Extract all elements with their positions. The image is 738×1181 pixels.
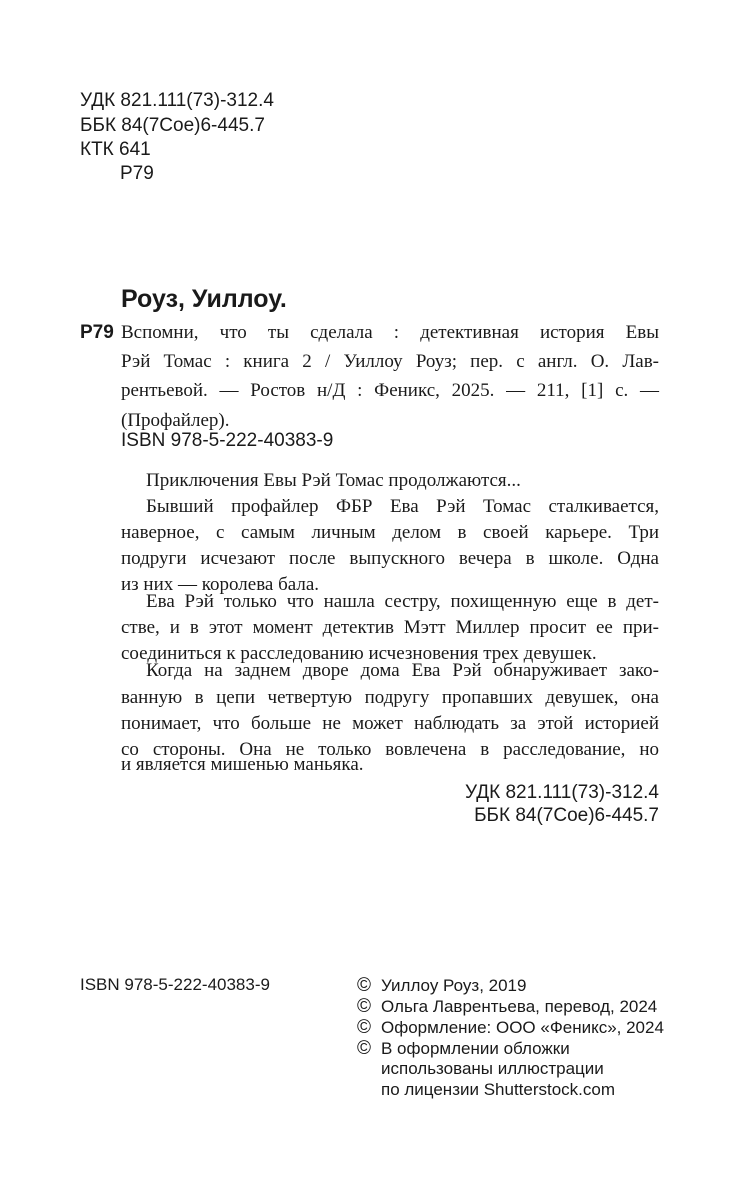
footer-isbn: ISBN 978-5-222-40383-9 xyxy=(80,975,270,994)
entry-isbn: ISBN 978-5-222-40383-9 xyxy=(121,430,334,451)
entry-description-line: Рэй Томас : книга 2 / Уиллоу Роуз; пер. с англ. О. Лав- xyxy=(121,351,659,372)
annotation-line: Ева Рэй только что нашла сестру, похищенную еще в дет- xyxy=(146,591,659,612)
annotation-line: ванную в цепи четвертую подругу пропавших девушек, она xyxy=(121,687,659,708)
entry-author-mark: Р79 xyxy=(80,322,114,343)
entry-author: Роуз, Уиллоу. xyxy=(121,285,287,313)
annotation-line: Приключения Евы Рэй Томас продолжаются... xyxy=(146,470,521,491)
annotation-line: и является мишенью маньяка. xyxy=(121,754,364,775)
copyright-line xyxy=(357,976,526,995)
annotation-line: из них — королева бала. xyxy=(121,574,320,595)
entry-description-line: рентьевой. — Ростов н/Д : Феникс, 2025. — 211, [1] с. — xyxy=(121,380,659,401)
bbk-code: ББК 84(7Сое)6-445.7 xyxy=(80,115,265,136)
annotation-line: соединиться к расследованию исчезновения трех девушек. xyxy=(121,643,597,664)
annotation-line: наверное, с самым личным делом в своей карьере. Три xyxy=(121,522,659,543)
annotation-line: Когда на заднем дворе дома Ева Рэй обнаруживает зако- xyxy=(146,660,659,681)
copyright-icon: © xyxy=(357,996,371,1017)
copyright-icon: © xyxy=(357,1038,371,1059)
annotation-line: подруги исчезают после выпускного вечера в школе. Одна xyxy=(121,548,659,569)
copyright-text: Оформление: ООО «Феникс», 2024 xyxy=(381,1018,664,1037)
copyright-line xyxy=(357,1039,570,1058)
entry-description-line: Вспомни, что ты сделала : детективная история Евы xyxy=(121,322,659,343)
annotation-line: понимает, что больше не может наблюдать за этой историей xyxy=(121,713,659,734)
cover-note-line: по лицензии Shutterstock.com xyxy=(381,1080,616,1099)
bbk-code-repeat: ББК 84(7Сое)6-445.7 xyxy=(474,805,659,826)
copyright-icon: © xyxy=(357,1017,371,1038)
entry-description-line: (Профайлер). xyxy=(121,410,230,431)
udk-code: УДК 821.111(73)-312.4 xyxy=(80,90,274,111)
author-mark: Р79 xyxy=(120,163,154,184)
annotation-line: стве, и в этот момент детектив Мэтт Миллер просит ее при- xyxy=(121,617,659,638)
copyright-text: В оформлении обложки xyxy=(381,1039,570,1058)
annotation-line: со стороны. Она не только вовлечена в расследование, но xyxy=(121,739,659,760)
udk-code-repeat: УДК 821.111(73)-312.4 xyxy=(465,782,659,803)
cover-note-line: использованы иллюстрации xyxy=(381,1059,604,1078)
copyright-text: Ольга Лаврентьева, перевод, 2024 xyxy=(381,997,658,1016)
copyright-text: Уиллоу Роуз, 2019 xyxy=(381,976,527,995)
ktk-code: КТК 641 xyxy=(80,139,151,160)
annotation-line: Бывший профайлер ФБР Ева Рэй Томас сталкивается, xyxy=(146,496,659,517)
copyright-line xyxy=(357,1018,664,1037)
copyright-line xyxy=(357,997,657,1016)
copyright-icon: © xyxy=(357,975,371,996)
